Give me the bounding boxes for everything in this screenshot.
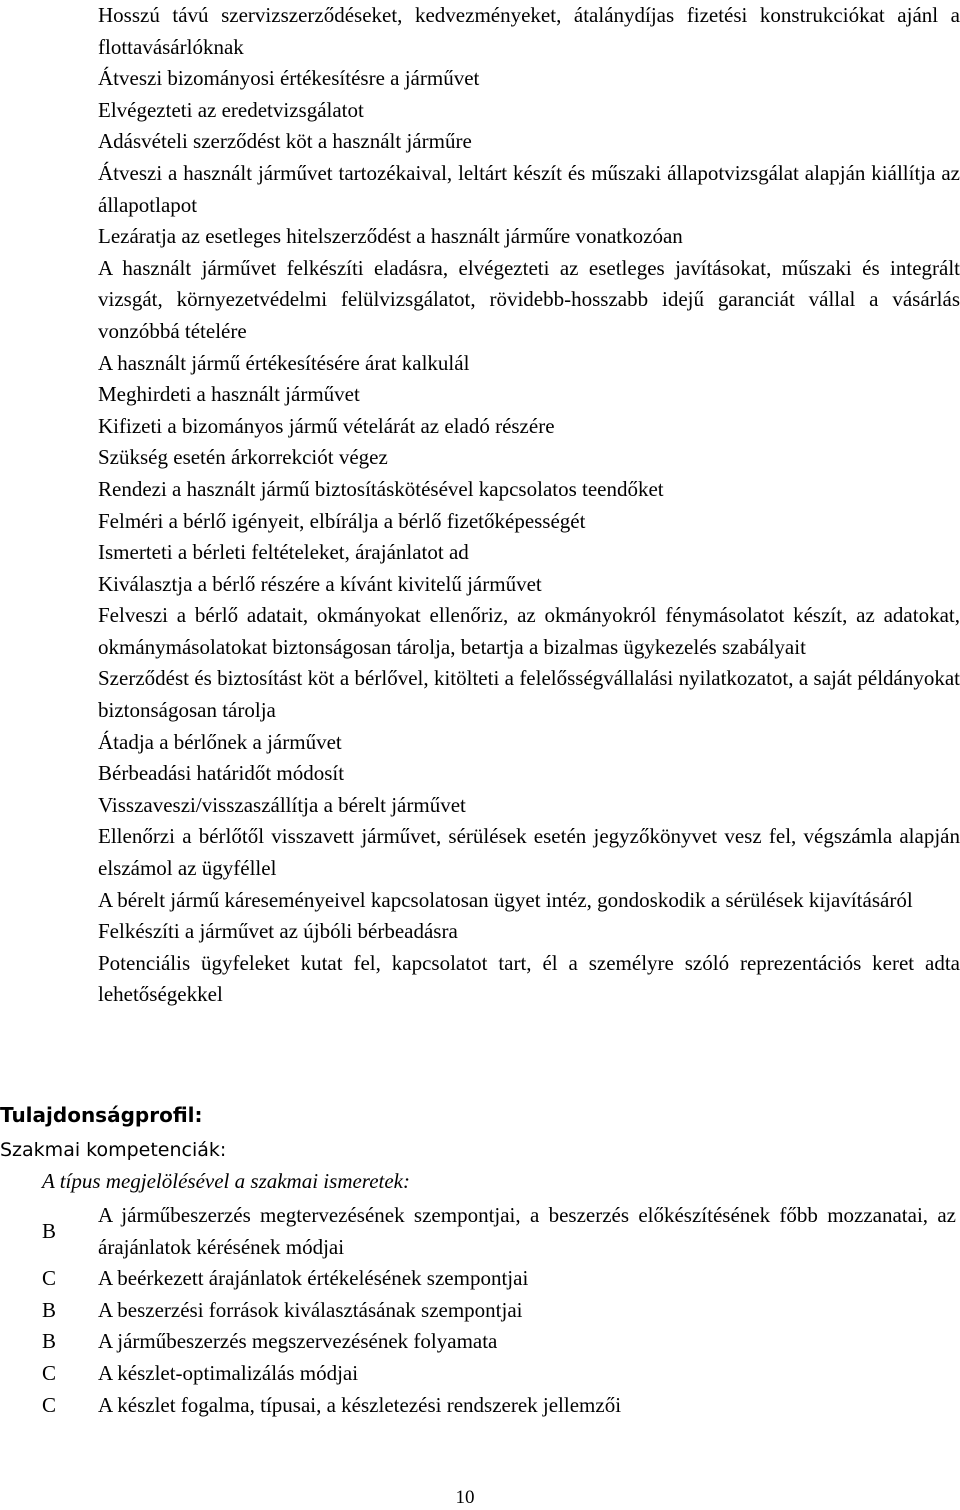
task-item: Szerződést és biztosítást köt a bérlővel, kitölteti a felelősségvállalási nyilatkozatot, a saját példányokat biztonságosan tárolja <box>98 666 960 723</box>
task-item: Felkészíti a járművet az újbóli bérbeadásra <box>98 919 458 944</box>
knowledge-row <box>0 1358 960 1390</box>
knowledge-level: B <box>42 1297 57 1322</box>
task-item: A bérelt jármű káreseményeivel kapcsolatosan ügyet intéz, gondoskodik a sérülések kijavításáról <box>98 887 913 912</box>
knowledge-heading: A típus megjelölésével a szakmai ismeretek: <box>42 1169 410 1193</box>
knowledge-level: C <box>42 1392 57 1417</box>
task-item: Hosszú távú szervizszerződéseket, kedvezményeket, átalánydíjas fizetési konstrukciókat ajánl a flottavásárlóknak <box>98 3 960 59</box>
task-item: Átveszi a használt járművet tartozékaival, leltárt készít és műszaki állapotvizsgálat alapján kiállítja az állapotlapot <box>98 160 960 217</box>
task-item: Kiválasztja a bérlő részére a kívánt kivitelű járművet <box>98 571 542 596</box>
task-item: Átadja a bérlőnek a járművet <box>98 729 342 754</box>
task-item: Potenciális ügyfeleket kutat fel, kapcsolatot tart, él a személyre szóló reprezentációs keret adta lehetőségekkel <box>98 950 960 1007</box>
knowledge-text: A járműbeszerzés megszervezésének folyamata <box>98 1329 498 1354</box>
task-item: Adásvételi szerződést köt a használt járműre <box>98 129 472 154</box>
profile-title: Tulajdonságprofil: <box>0 1103 203 1127</box>
task-item: Felveszi a bérlő adatait, okmányokat ellenőriz, az okmányokról fénymásolatot készít, az adatokat, okmánymásolatokat biztonságosan tárolja, betartja a bizalmas ügykezelés szabályait <box>98 603 960 659</box>
task-item: A használt járművet felkészíti eladásra, elvégezteti az esetleges javításokat, műszaki és integrált vizsgát, környezetvédelmi felülvizsgálatot, rövidebb-hosszabb idejű garanciát vállal a vásárlás vonzóbbá tételére <box>98 255 960 343</box>
task-item: Visszaveszi/visszaszállítja a bérelt járművet <box>98 792 466 817</box>
knowledge-row <box>0 1295 960 1327</box>
knowledge-text: A járműbeszerzés megtervezésének szempontjai, a beszerzés előkészítésének főbb mozzanatai, az árajánlatok kérésének módjai <box>98 1203 956 1259</box>
knowledge-list <box>0 1200 960 1421</box>
knowledge-level: C <box>42 1360 57 1385</box>
knowledge-row <box>0 1263 960 1295</box>
knowledge-level: B <box>42 1218 57 1243</box>
knowledge-text: A beérkezett árajánlatok értékelésének szempontjai <box>98 1266 529 1291</box>
task-item: Elvégezteti az eredetvizsgálatot <box>98 97 364 122</box>
knowledge-text: A készlet fogalma, típusai, a készletezési rendszerek jellemzői <box>98 1392 622 1417</box>
task-item: Lezáratja az esetleges hitelszerződést a használt járműre vonatkozóan <box>98 224 683 249</box>
knowledge-row <box>0 1200 960 1263</box>
task-item: Bérbeadási határidőt módosít <box>98 761 345 786</box>
task-item: Meghirdeti a használt járművet <box>98 382 360 407</box>
profile-subtitle: Szakmai kompetenciák: <box>0 1139 227 1161</box>
knowledge-text: A beszerzési források kiválasztásának szempontjai <box>98 1297 523 1322</box>
knowledge-row <box>0 1390 960 1422</box>
task-item: Ismerteti a bérleti feltételeket, árajánlatot ad <box>98 540 469 565</box>
task-item: Rendezi a használt jármű biztosításkötésével kapcsolatos teendőket <box>98 476 664 501</box>
task-item: A használt jármű értékesítésére árat kalkulál <box>98 350 470 375</box>
knowledge-level: B <box>42 1329 57 1354</box>
knowledge-text: A készlet-optimalizálás módjai <box>98 1360 359 1385</box>
task-item: Felméri a bérlő igényeit, elbírálja a bérlő fizetőképességét <box>98 508 586 533</box>
task-item: Ellenőrzi a bérlőtől visszavett járművet, sérülések esetén jegyzőkönyvet vesz fel, végszámla alapján elszámol az ügyféllel <box>98 824 960 881</box>
knowledge-level: C <box>42 1266 57 1291</box>
task-item: Kifizeti a bizományos jármű vételárát az eladó részére <box>98 413 555 438</box>
task-item: Átveszi bizományosi értékesítésre a járművet <box>98 66 480 91</box>
page-number: 10 <box>455 1487 475 1508</box>
knowledge-row <box>0 1326 960 1358</box>
task-list <box>98 0 960 1011</box>
task-item: Szükség esetén árkorrekciót végez <box>98 445 388 470</box>
